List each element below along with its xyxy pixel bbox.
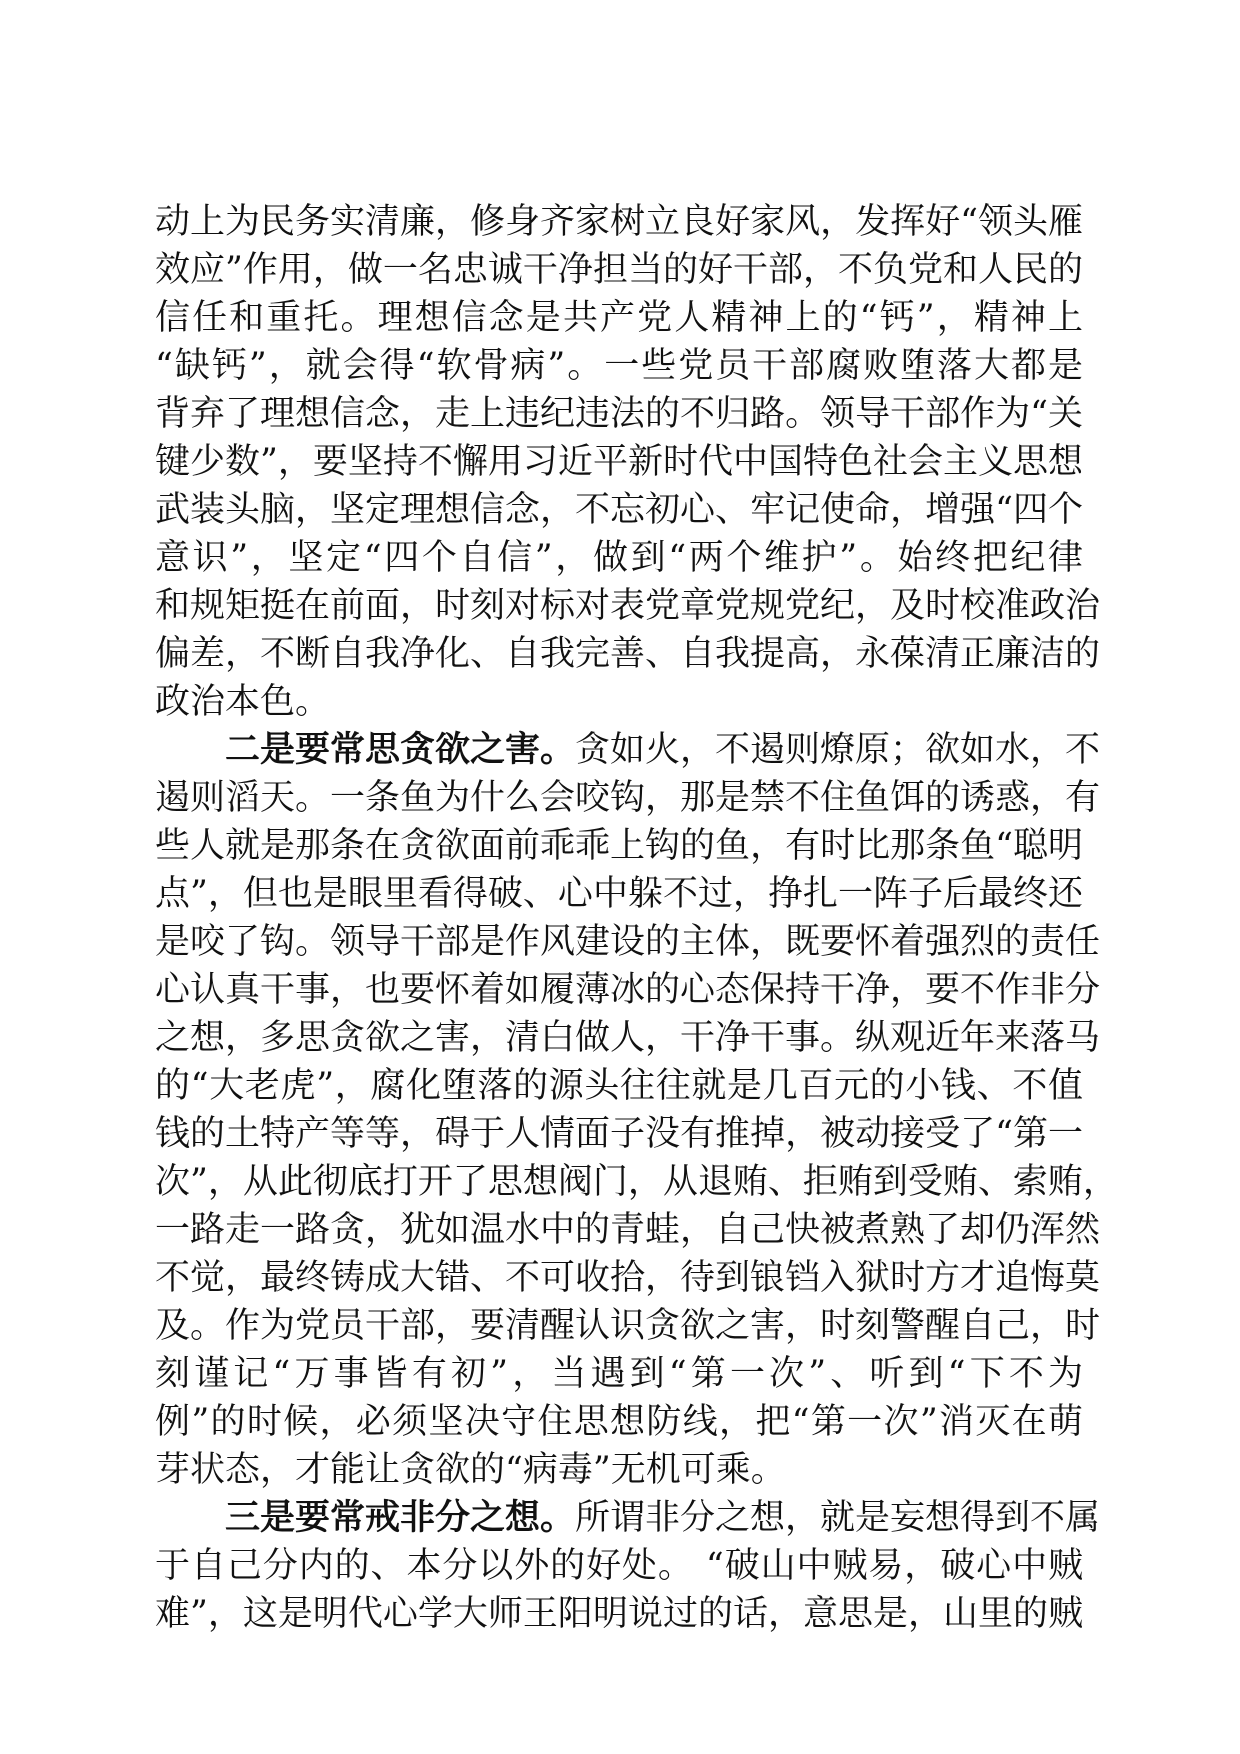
- paragraph-2: [155, 726, 1118, 1494]
- text-line: 遏则滔天。一条鱼为什么会咬钩，那是禁不住鱼饵的诱惑，有: [155, 778, 1101, 818]
- text-line: 动上为民务实清廉，修身齐家树立良好家风，发挥好“领头雁: [155, 202, 1083, 242]
- text-line: 背弃了理想信念，走上违纪违法的不归路。领导干部作为“关: [155, 394, 1083, 434]
- text-run: 贪如火，不遏则燎原；欲如水，不: [575, 730, 1101, 770]
- text-line: 钱的土特产等等，碍于人情面子没有推掉，被动接受了“第一: [155, 1114, 1083, 1154]
- text-line: 政治本色。: [155, 682, 331, 722]
- text-line: 的“大老虎”，腐化堕落的源头往往就是几百元的小钱、不值: [155, 1066, 1083, 1106]
- text-line: 意识”，坚定“四个自信”，做到“两个维护”。始终把纪律: [155, 538, 1083, 578]
- text-line: 武装头脑，坚定理想信念，不忘初心、牢记使命，增强“四个: [155, 490, 1083, 530]
- text-line: 之想，多思贪欲之害，清白做人，干净干事。纵观近年来落马: [155, 1018, 1101, 1058]
- paragraph-lead-heading: 二是要常思贪欲之害。: [225, 729, 576, 770]
- paragraph-lead-heading: 三是要常戒非分之想。: [225, 1497, 576, 1538]
- text-line: 例”的时候，必须坚决守住思想防线，把“第一次”消灭在萌: [155, 1402, 1083, 1442]
- paragraph-first-line: [155, 1494, 1101, 1542]
- text-line: 是咬了钩。领导干部是作风建设的主体，既要怀着强烈的责任: [155, 922, 1101, 962]
- text-line: 信任和重托。理想信念是共产党人精神上的“钙”，精神上: [155, 298, 1083, 338]
- text-line: 心认真干事，也要怀着如履薄冰的心态保持干净，要不作非分: [155, 970, 1101, 1010]
- paragraph-first-line: [155, 726, 1101, 774]
- text-line: “缺钙”，就会得“软骨病”。一些党员干部腐败堕落大都是: [155, 346, 1083, 386]
- text-line: 效应”作用，做一名忠诚干净担当的好干部，不负党和人民的: [155, 250, 1083, 290]
- text-line: 及。作为党员干部，要清醒认识贪欲之害，时刻警醒自己，时: [155, 1306, 1101, 1346]
- text-line: 于自己分内的、本分以外的好处。 “破山中贼易，破心中贼: [155, 1546, 1083, 1586]
- text-line: 芽状态，才能让贪欲的“病毒”无机可乘。: [155, 1450, 786, 1490]
- text-line: 些人就是那条在贪欲面前乖乖上钩的鱼，有时比那条鱼“聪明: [155, 826, 1083, 866]
- text-line: 一路走一路贪，犹如温水中的青蛙，自己快被煮熟了却仍浑然: [155, 1210, 1101, 1250]
- text-run: 所谓非分之想，就是妄想得到不属: [575, 1498, 1101, 1538]
- text-line: 难”，这是明代心学大师王阳明说过的话，意思是，山里的贼: [155, 1594, 1083, 1634]
- document-page: [155, 198, 1118, 1638]
- text-line: 点”，但也是眼里看得破、心中躲不过，挣扎一阵子后最终还: [155, 874, 1083, 914]
- text-line: 偏差，不断自我净化、自我完善、自我提高，永葆清正廉洁的: [155, 634, 1101, 674]
- paragraph-1: [155, 198, 1101, 726]
- paragraph-3: [155, 1494, 1101, 1638]
- text-line: 键少数”，要坚持不懈用习近平新时代中国特色社会主义思想: [155, 442, 1083, 482]
- text-line: 和规矩挺在前面，时刻对标对表党章党规党纪，及时校准政治: [155, 586, 1101, 626]
- text-line: 不觉，最终铸成大错、不可收拾，待到锒铛入狱时方才追悔莫: [155, 1258, 1101, 1298]
- text-line: 次”，从此彻底打开了思想阀门，从退贿、拒贿到受贿、索贿，: [155, 1162, 1118, 1202]
- text-line: 刻谨记“万事皆有初”，当遇到“第一次”、听到“下不为: [155, 1354, 1083, 1394]
